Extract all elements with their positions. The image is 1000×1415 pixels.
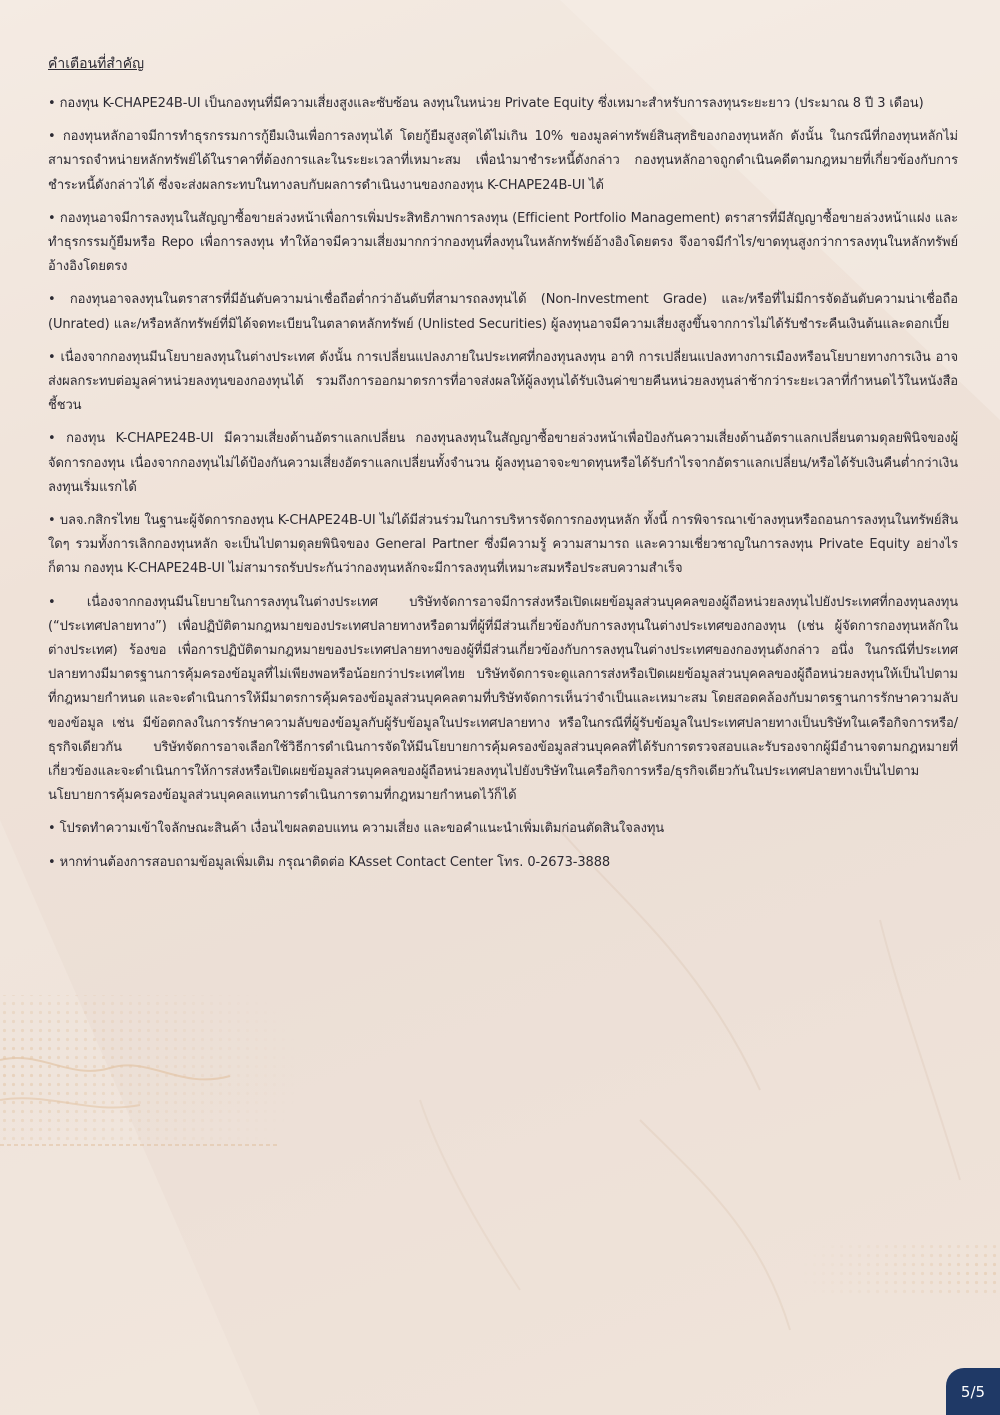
warning-paragraph-7: • บลจ.กสิกรไทย ในฐานะผู้จัดการกองทุน K-CHAPE24B-UI ไม่ได้มีส่วนร่วมในการบริหารจัดการกองทุนหลัก ทั้งนี้ การพิจารณาเข้าลงทุนหรือถอนการลงทุนในทรัพย์สินใดๆ รวมทั้งการเลิกกองทุนหลัก จะเป็นไปตามดุลยพินิจของ General Partner ซึ่งมีความรู้ ความสามารถ และความเชี่ยวชาญในการลงทุน Private Equity อย่างไรก็ตาม กองทุน K-CHAPE24B-UI ไม่สามารถรับประกันว่ากองทุนหลักจะมีการลงทุนที่เหมาะสมหรือประสบความสำเร็จ: [48, 513, 958, 577]
warning-paragraph-4: • กองทุนอาจลงทุนในตราสารที่มีอันดับความน่าเชื่อถือต่ำกว่าอันดับที่สามารถลงทุนได้ (Non-Investment Grade) และ/หรือที่ไม่มีการจัดอันดับความน่าเชื่อถือ (Unrated) และ/หรือหลักทรัพย์ที่มิได้จดทะเบียนในตลาดหลักทรัพย์ (Unlisted Securities) ผู้ลงทุนอาจมีความเสี่ยงสูงขึ้นจากการไม่ได้รับชำระคืนเงินต้นและดอกเบี้ย: [48, 292, 958, 332]
warning-paragraph-2: • กองทุนหลักอาจมีการทำธุรกรรมการกู้ยืมเงินเพื่อการลงทุนได้ โดยกู้ยืมสูงสุดได้ไม่เกิน 10% ของมูลค่าทรัพย์สินสุทธิของกองทุนหลัก ดังนั้น ในกรณีที่กองทุนหลักไม่สามารถจำหน่ายหลักทรัพย์ได้ในราคาที่ต้องการและในระยะเวลาที่เหมาะสม เพื่อนำมาชำระหนี้ดังกล่าว กองทุนหลักอาจถูกดำเนินคดีตามกฎหมายที่เกี่ยวข้องกับการชำระหนี้ดังกล่าวได้ ซึ่งจะส่งผลกระทบในทางลบกับผลการดำเนินงานของกองทุน K-CHAPE24B-UI ได้: [48, 129, 958, 193]
warning-paragraph-1: • กองทุน K-CHAPE24B-UI เป็นกองทุนที่มีความเสี่ยงสูงและซับซ้อน ลงทุนในหน่วย Private Equity ซึ่งเหมาะสำหรับการลงทุนระยะยาว (ประมาณ 8 ปี 3 เดือน): [48, 96, 924, 111]
warning-paragraph-3: • กองทุนอาจมีการลงทุนในสัญญาซื้อขายล่วงหน้าเพื่อการเพิ่มประสิทธิภาพการลงทุน (Efficient Portfolio Management) ตราสารที่มีสัญญาซื้อขายล่วงหน้าแฝง และทำธุรกรรมกู้ยืมหรือ Repo เพื่อการลงทุน ทำให้อาจมีความเสี่ยงมากกว่ากองทุนที่ลงทุนในหลักทรัพย์อ้างอิงโดยตรง จึงอาจมีกำไร/ขาดทุนสูงกว่าการลงทุนในหลักทรัพย์อ้างอิงโดยตรง: [48, 210, 958, 275]
section-heading: คำเตือนที่สำคัญ: [48, 56, 145, 72]
warning-paragraph-10: • หากท่านต้องการสอบถามข้อมูลเพิ่มเติม กรุณาติดต่อ KAsset Contact Center โทร. 0-2673-3888: [48, 854, 611, 870]
warning-paragraph-9: • โปรดทำความเข้าใจลักษณะสินค้า เงื่อนไขผลตอบแทน ความเสี่ยง และขอคำแนะนำเพิ่มเติมก่อนตัดสินใจลงทุน: [48, 821, 665, 837]
warning-section: [48, 52, 958, 884]
page-number-badge: 5/5: [946, 1368, 1000, 1415]
warning-paragraph-8: • เนื่องจากกองทุนมีนโยบายในการลงทุนในต่างประเทศ บริษัทจัดการอาจมีการส่งหรือเปิดเผยข้อมูลส่วนบุคคลของผู้ถือหน่วยลงทุนไปยังประเทศที่กองทุนลงทุน (“ประเทศปลายทาง”) เพื่อปฏิบัติตามกฎหมายของประเทศปลายทางหรือตามที่ผู้ที่มีส่วนเกี่ยวข้องกับการลงทุนในต่างประเทศของกองทุน (เช่น ผู้จัดการกองทุนหลักในต่างประเทศ) ร้องขอ เพื่อการปฏิบัติตามกฎหมายของประเทศปลายทางของผู้ที่มีส่วนเกี่ยวข้องกับการลงทุนในต่างประเทศของกองทุนดังกล่าว อนึ่ง ในกรณีที่ประเทศปลายทางมีมาตรฐานการคุ้มครองข้อมูลที่ไม่เพียงพอหรือน้อยกว่าประเทศไทย บริษัทจัดการจะดูแลการส่งหรือเปิดเผยข้อมูลส่วนบุคคลของผู้ถือหน่วยลงทุนให้เป็นไปตามที่กฎหมายกำหนด และจะดำเนินการให้มีมาตรการคุ้มครองข้อมูลส่วนบุคคลตามที่บริษัทจัดการเห็นว่าจำเป็นและเหมาะสม โดยสอดคล้องกับมาตรฐานการรักษาความลับของข้อมูล เช่น มีข้อตกลงในการรักษาความลับของข้อมูลกับผู้รับข้อมูลในประเทศปลายทาง หรือในกรณีที่ผู้รับข้อมูลในประเทศปลายทางเป็นบริษัทในเครือกิจการหรือ/ธุรกิจเดียวกัน บริษัทจัดการอาจเลือกใช้วิธีการดำเนินการจัดให้มีนโยบายการคุ้มครองข้อมูลส่วนบุคคลที่ได้รับการตรวจสอบและรับรองจากผู้มีอำนาจตามกฎหมายที่เกี่ยวข้องและจะดำเนินการให้การส่งหรือเปิดเผยข้อมูลส่วนบุคคลของผู้ถือหน่วยลงทุนไปยังบริษัทในเครือกิจการหรือ/ธุรกิจเดียวกันในประเทศปลายทางเป็นไปตามนโยบายการคุ้มครองข้อมูลส่วนบุคคลแทนการดำเนินการตามที่กฎหมายกำหนดไว้ก็ได้: [48, 594, 958, 804]
warning-paragraph-6: • กองทุน K-CHAPE24B-UI มีความเสี่ยงด้านอัตราแลกเปลี่ยน กองทุนลงทุนในสัญญาซื้อขายล่วงหน้าเพื่อป้องกันความเสี่ยงด้านอัตราแลกเปลี่ยนตามดุลยพินิจของผู้จัดการกองทุน เนื่องจากกองทุนไม่ได้ป้องกันความเสี่ยงอัตราแลกเปลี่ยนทั้งจำนวน ผู้ลงทุนอาจจะขาดทุนหรือได้รับกำไรจากอัตราแลกเปลี่ยน/หรือได้รับเงินคืนต่ำกว่าเงินลงทุนเริ่มแรกได้: [48, 431, 958, 495]
warning-paragraph-5: • เนื่องจากกองทุนมีนโยบายลงทุนในต่างประเทศ ดังนั้น การเปลี่ยนแปลงภายในประเทศที่กองทุนลงทุน อาทิ การเปลี่ยนแปลงทางการเมืองหรือนโยบายทางการเงิน อาจส่งผลกระทบต่อมูลค่าหน่วยลงทุนของกองทุนได้ รวมถึงการออกมาตรการที่อาจส่งผลให้ผู้ลงทุนได้รับเงินค่าขายคืนหน่วยลงทุนล่าช้ากว่าระยะเวลาที่กำหนดไว้ในหนังสือชี้ชวน: [48, 349, 958, 414]
